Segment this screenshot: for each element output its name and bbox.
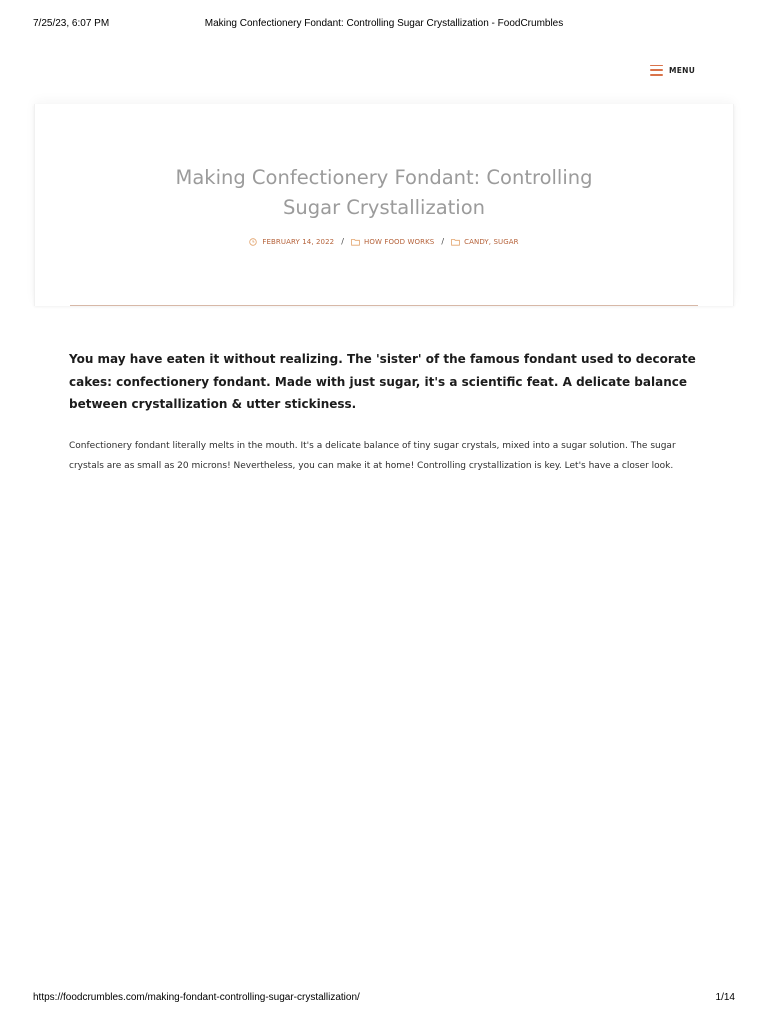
menu-label: MENU	[669, 65, 696, 75]
print-header	[33, 18, 735, 32]
post-category[interactable]	[351, 238, 434, 246]
tag-icon	[451, 238, 459, 246]
post-date-text: FEBRUARY 14, 2022	[262, 237, 335, 246]
page-indicator: 1/14	[715, 992, 735, 1003]
print-datetime: 7/25/23, 6:07 PM	[33, 18, 110, 29]
post-meta	[0, 237, 768, 246]
clock-icon	[249, 238, 257, 246]
post-tags[interactable]	[451, 238, 519, 246]
hero-divider	[70, 305, 698, 306]
post-date[interactable]	[249, 238, 334, 246]
page-title: Making Confectionery Fondant: Controlling Sugar Crystallization	[175, 166, 593, 219]
print-url: https://foodcrumbles.com/making-fondant-controlling-sugar-crystallization/	[33, 992, 360, 1003]
meta-separator: /	[441, 237, 445, 246]
article-paragraph: Confectionery fondant literally melts in the mouth. It's a delicate balance of tiny sugar crystals, mixed into a sugar solution. The sugar crystals are as small as 20 microns! Nevertheless, you can make it at home! Controlling crystallization is key. Let's have a closer look.	[69, 441, 676, 471]
category-link[interactable]: HOW FOOD WORKS	[364, 237, 435, 246]
article-lead: You may have eaten it without realizing. The 'sister' of the famous fondant used to decorate cakes: confectionery fondant. Made with just sugar, it's a scientific feat. A delicate balance between crystallization & utter stickiness.	[69, 352, 696, 411]
menu-button[interactable]	[650, 63, 695, 77]
tags-link[interactable]: CANDY, SUGAR	[464, 237, 519, 246]
folder-icon	[351, 238, 359, 246]
print-page-title: Making Confectionery Fondant: Controlling Sugar Crystallization - FoodCrumbles	[204, 18, 564, 29]
print-footer	[33, 992, 735, 1006]
meta-separator: /	[341, 237, 344, 246]
hamburger-icon	[650, 65, 663, 76]
